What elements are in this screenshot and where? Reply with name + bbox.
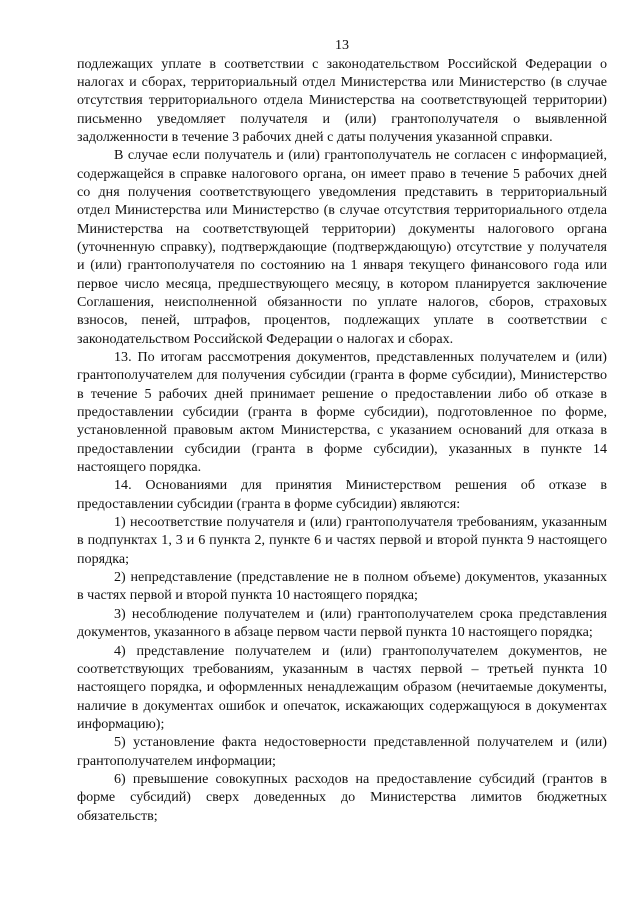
paragraph-item-14: 14. Основаниями для принятия Министерством решения об отказе в предоставлении субсидии (гранта в форме субсидии) являются:: [77, 477, 607, 512]
list-item-2: 2) непредставление (представление не в полном объеме) документов, указанных в частях первой и второй пункта 10 настоящего порядка;: [77, 569, 607, 604]
list-item-1: 1) несоответствие получателя и (или) грантополучателя требованиям, указанным в подпунктах 1, 3 и 6 пункта 2, пункте 6 и частях первой и второй пункта 9 настоящего порядка;: [77, 514, 607, 567]
paragraph-disagreement: В случае если получатель и (или) грантополучатель не согласен с информацией, содержащейся в справке налогового органа, он имеет право в течение 5 рабочих дней со дня получения соответствующего уведомления представить в территориальный отдел Министерства или Министерство (в случае отсутствия территориального отдела Министерства на соответствующей территории) документы налогового органа (уточненную справку), подтверждающие (подтверждающую) отсутствие у получателя и (или) грантополучателя по состоянию на 1 января текущего финансового года или первое число месяца, предшествующего месяцу, в котором планируется заключение Соглашения, неисполненной обязанности по уплате налогов, сборов, страховых взносов, пеней, штрафов, процентов, подлежащих уплате в соответствии с законодательством Российской Федерации о налогах и сборах.: [77, 147, 607, 347]
paragraph-item-13: 13. По итогам рассмотрения документов, представленных получателем и (или) грантополучателем для получения субсидии (гранта в форме субсидии), Министерство в течение 5 рабочих дней принимает решение о предоставлении либо об отказе в предоставлении субсидии (гранта в форме субсидии), подготовленное по форме, установленной правовым актом Министерства, с указанием оснований для отказа в предоставлении субсидии (гранта в форме субсидии), указанных в пункте 14 настоящего порядка.: [77, 349, 607, 476]
list-item-4: 4) представление получателем и (или) грантополучателем документов, не соответствующих требованиям, указанным в частях первой – третьей пункта 10 настоящего порядка, и оформленных ненадлежащим образом (нечитаемые документы, наличие в документах ошибок и опечаток, искажающих содержащуюся в документах информацию);: [77, 642, 607, 732]
list-item-5: 5) установление факта недостоверности представленной получателем и (или) грантополучателем информации;: [77, 734, 607, 769]
list-item-3: 3) несоблюдение получателем и (или) грантополучателем срока представления документов, указанного в абзаце первом части первой пункта 10 настоящего порядка;: [77, 605, 607, 641]
page-number: 13: [334, 37, 350, 53]
paragraph-continuation: подлежащих уплате в соответствии с законодательством Российской Федерации о налогах и сборах, территориальный отдел Министерства или Министерство (в случае отсутствия территориального отдела Министерства на соответствующей территории) письменно уведомляет получателя и (или) грантополучателя о выявленной задолженности в течение 3 рабочих дней с даты получения указанной справки.: [77, 55, 607, 145]
list-item-6: 6) превышение совокупных расходов на предоставление субсидий (грантов в форме субсидий) сверх доведенных до Министерства лимитов бюджетных обязательств;: [77, 770, 607, 824]
